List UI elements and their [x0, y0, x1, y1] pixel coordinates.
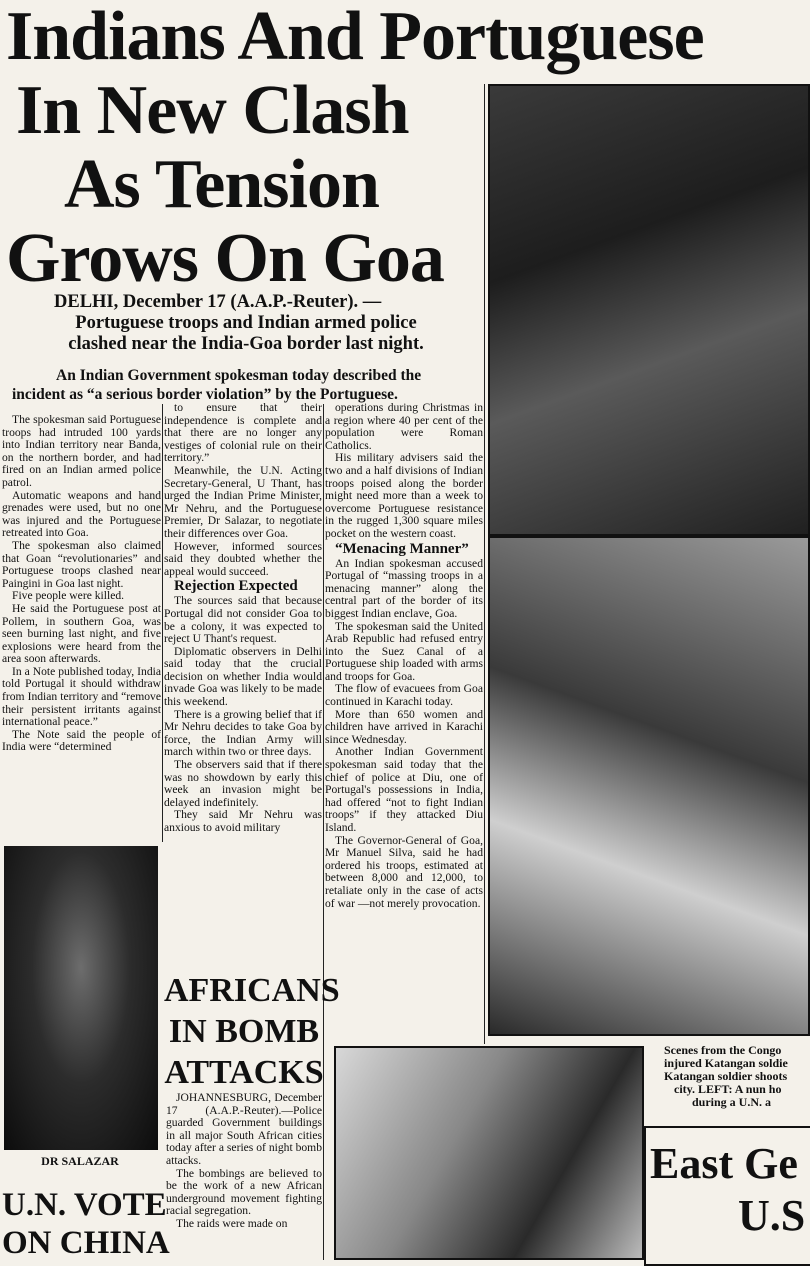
un-vote-line-1: U.N. VOTE	[2, 1187, 167, 1223]
col2-paragraph: However, informed sources said they doubted whether the appeal would succeed.	[164, 539, 322, 578]
col2-paragraph: The sources said that because Portugal did not consider Goa to be a colony, it was expected to reject U Thant's request.	[164, 594, 322, 646]
africans-line-3: ATTACKS	[164, 1054, 324, 1091]
col3-paragraph: The flow of evacuees from Goa continued in Karachi today.	[325, 682, 483, 709]
east-head-line-2: U.S	[738, 1191, 806, 1240]
dateline-line-3: clashed near the India-Goa border last night.	[68, 334, 424, 354]
col1-paragraph: The spokesman said Portuguese troops had intruded 100 yards into Indian territory near Banda, on the northern border, and had fired on an Indian armed police patrol.	[2, 413, 161, 489]
dateline-line-1: DELHI, December 17 (A.A.P.-Reuter). —	[54, 292, 382, 312]
headline-line-1: Indians And Portuguese	[6, 0, 704, 75]
caption-line: Katangan soldier shoots	[664, 1069, 788, 1083]
un-vote-line-2: ON CHINA	[2, 1225, 170, 1261]
subhead-rejection-expected: Rejection Expected	[174, 578, 298, 595]
dateline-deck	[12, 292, 480, 355]
col1-paragraph: Five people were killed.	[12, 589, 125, 603]
photo-caption	[664, 1044, 810, 1109]
un-vote-headline	[2, 1186, 170, 1262]
intro-deck	[12, 366, 480, 404]
col2-paragraph: They said Mr Nehru was anxious to avoid military	[164, 808, 322, 834]
col2-paragraph: Diplomatic observers in Delhi said today that the crucial decision on whether India would invade Goa was likely to be made this weekend.	[164, 644, 322, 709]
column-rule	[162, 404, 163, 842]
col1-paragraph: The Note said the people of India were “determined	[2, 727, 161, 754]
article-column-3	[325, 402, 483, 910]
col1-paragraph: In a Note published today, India told Portugal it should withdraw from Indian territory and “remove their persistent irritants against international peace.”	[2, 664, 161, 729]
col1-paragraph: Automatic weapons and hand grenades were used, but no one was injured and the Portuguese retreated into Goa.	[2, 488, 161, 540]
congo-photo-middle	[488, 536, 810, 1036]
nun-photo	[334, 1046, 644, 1260]
col2-paragraph: Meanwhile, the U.N. Acting Secretary-General, U Thant, has urged the Indian Prime Minister, Mr Nehru, and the Portuguese Premier, Dr Salazar, to negotiate their differences over Goa.	[164, 463, 322, 540]
headline-line-3: As Tension	[64, 146, 379, 223]
intro-line-2: incident as “a serious border violation” by the Portuguese.	[12, 386, 398, 403]
col3-paragraph: An Indian spokesman accused Portugal of “massing troops in a menacing manner” along the central part of the border of its biggest Indian enclave, Goa.	[325, 556, 483, 620]
africans-paragraph: JOHANNESBURG, December 17 (A.A.P.-Reuter).—Police guarded Government buildings in all major South African cities today after a series of night bomb attacks.	[166, 1091, 322, 1167]
caption-line: Scenes from the Congo	[664, 1043, 782, 1057]
salazar-portrait	[4, 846, 158, 1150]
africans-headline	[164, 970, 340, 1093]
col3-paragraph: More than 650 women and children have arrived in Karachi since Wednesday.	[325, 707, 483, 746]
headline-line-4: Grows On Goa	[6, 220, 444, 297]
africans-line-2: IN BOMB	[168, 1013, 320, 1050]
col1-paragraph: The spokesman also claimed that Goan “revolutionaries” and Portuguese troops clashed near Paingini in Goa last night.	[2, 538, 161, 590]
africans-paragraph: The bombings are believed to be the work of a new African underground movement fighting racial segregation.	[166, 1166, 322, 1218]
caption-line: city. LEFT: A nun ho	[674, 1082, 782, 1096]
column-rule	[323, 404, 324, 1260]
caption-line: during a U.N. a	[692, 1095, 772, 1109]
col3-paragraph: operations during Christmas in a region where 40 per cent of the population were Roman Catholics.	[325, 401, 483, 452]
africans-article	[166, 1092, 322, 1231]
col3-paragraph: Another Indian Government spokesman said today that the chief of police at Diu, one of Portugal's possessions in India, had offered “not to fight Indian troops” if they attacked Diu Island.	[325, 745, 483, 834]
article-column-1	[2, 414, 161, 754]
dateline-line-2: Portuguese troops and Indian armed police	[75, 313, 417, 333]
east-germany-headline	[650, 1138, 805, 1242]
east-head-line-1: East Ge	[650, 1139, 798, 1188]
column-rule	[484, 84, 485, 1044]
africans-paragraph: The raids were made on	[176, 1216, 288, 1230]
col3-paragraph: His military advisers said the two and a half divisions of Indian troops poised along the border might need more than a week to overcome Portuguese resistance in the rugged 1,300 square miles pocket on the western coast.	[325, 451, 483, 540]
col3-paragraph: The spokesman said the United Arab Republic had refused entry into the Suez Canal of a Portuguese ship loaded with arms and troops for Goa.	[325, 619, 483, 683]
subhead-menacing-manner: “Menacing Manner”	[335, 540, 469, 557]
portrait-caption: DR SALAZAR	[41, 1154, 119, 1168]
col2-paragraph: The observers said that if there was no showdown by early this week an invasion might be delayed indefinitely.	[164, 758, 322, 809]
col3-paragraph: The Governor-General of Goa, Mr Manuel Silva, said he had ordered his troops, estimated at between 8,000 and 12,000, to retaliate only in the case of acts of war —not merely provocation.	[325, 833, 483, 910]
col1-paragraph: He said the Portuguese post at Pollem, in southern Goa, was seen burning last night, and five explosions were heard from the area soon afterwards.	[2, 601, 161, 666]
col2-paragraph: There is a growing belief that if Mr Nehru decides to take Goa by force, the Indian Army will march within two or three days.	[164, 707, 322, 759]
africans-line-1: AFRICANS	[164, 972, 340, 1009]
article-column-2	[164, 402, 322, 835]
col2-paragraph: to ensure that their independence is complete and that there are no longer any vestiges of colonial rule on their territory.”	[164, 401, 322, 465]
headline-line-2: In New Clash	[16, 72, 409, 149]
caption-line: injured Katangan soldie	[664, 1056, 788, 1070]
intro-line-1: An Indian Government spokesman today described the	[56, 367, 422, 384]
congo-photo-top	[488, 84, 810, 536]
